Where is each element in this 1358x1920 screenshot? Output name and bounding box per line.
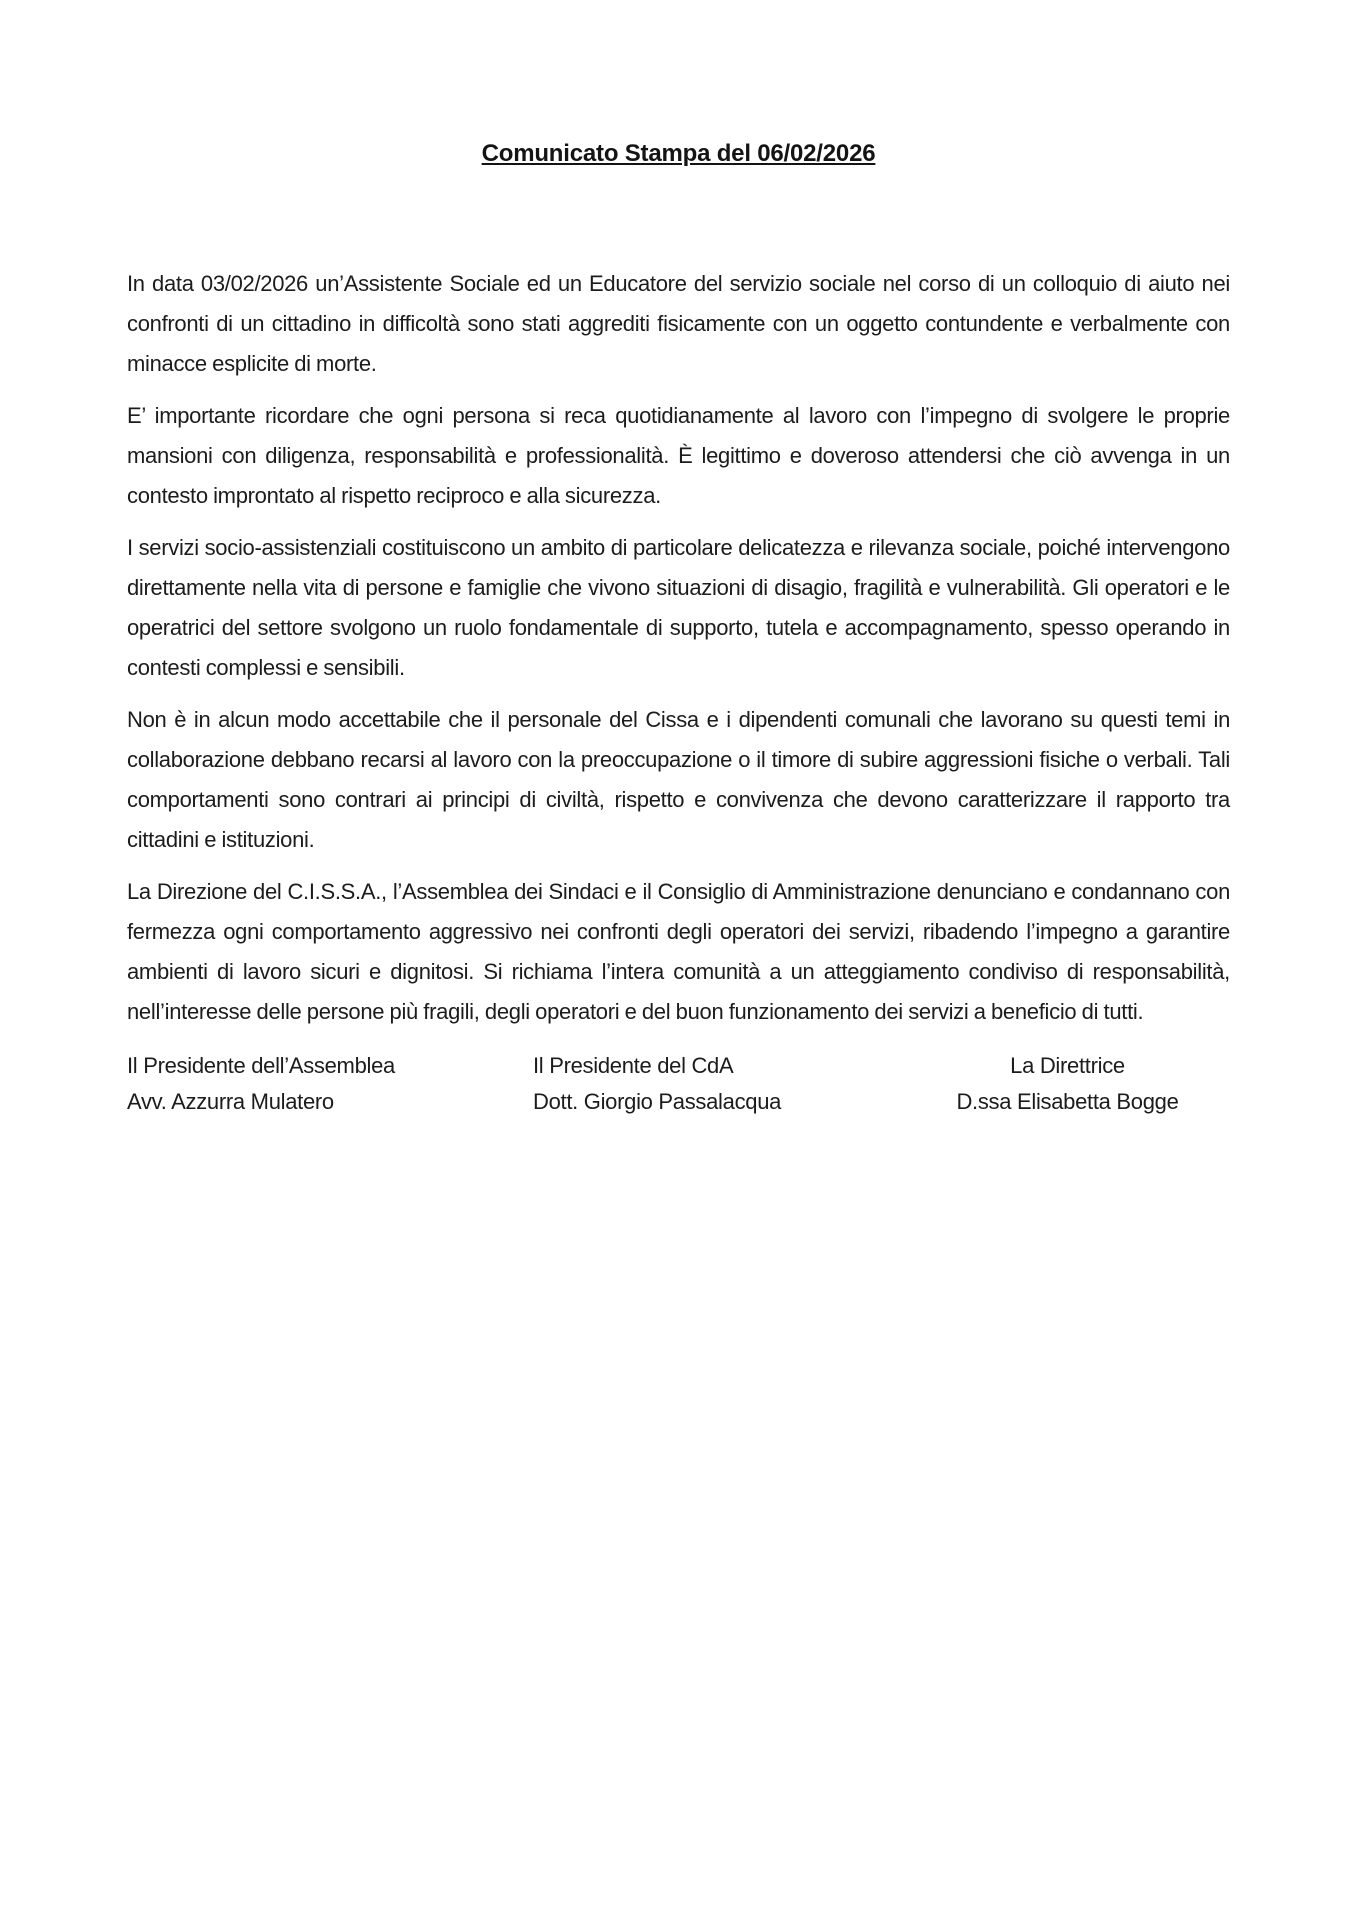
paragraph-social-services: I servizi socio-assistenziali costituiscono un ambito di particolare delicatezza e rilevanza sociale, poiché intervengono direttamente nella vita di persone e famiglie che vivono situazioni di disagio, fragilità e vulnerabilità. Gli operatori e le operatrici del settore svolgono un ruolo fondamentale di supporto, tutela e accompagnamento, spesso operando in contesti complessi e sensibili.: [127, 535, 1230, 680]
paragraph-unacceptable-behavior: Non è in alcun modo accettabile che il personale del Cissa e i dipendenti comunali che lavorano su questi temi in collaborazione debbano recarsi al lavoro con la preoccupazione o il timore di subire aggressioni fisiche o verbali. Tali comportamenti sono contrari ai principi di civiltà, rispetto e convivenza che devono caratterizzare il rapporto tra cittadini e istituzioni.: [127, 707, 1230, 852]
paragraph-incident: In data 03/02/2026 un’Assistente Sociale ed un Educatore del servizio sociale nel corso di un colloquio di aiuto nei confronti di un cittadino in difficoltà sono stati aggrediti fisicamente con un oggetto contundente e verbalmente con minacce esplicite di morte.: [127, 271, 1230, 376]
signature-role: La Direttrice: [1010, 1053, 1125, 1078]
signature-assembly-president: [127, 1048, 533, 1120]
signature-role: Il Presidente dell’Assemblea: [127, 1053, 395, 1078]
document-title: Comunicato Stampa del 06/02/2026: [481, 140, 876, 167]
signature-name: Avv. Azzurra Mulatero: [127, 1089, 334, 1114]
signature-director: [907, 1048, 1228, 1120]
signature-role: Il Presidente del CdA: [533, 1053, 734, 1078]
signature-name: D.ssa Elisabetta Bogge: [956, 1089, 1179, 1114]
paragraph-work-dignity: E’ importante ricordare che ogni persona si reca quotidianamente al lavoro con l’impegno di svolgere le proprie mansioni con diligenza, responsabilità e professionalità. È legittimo e doveroso attendersi che ciò avvenga in un contesto improntato al rispetto reciproco e alla sicurezza.: [127, 403, 1230, 508]
document-body: [127, 264, 1230, 1032]
paragraph-condemnation: La Direzione del C.I.S.S.A., l’Assemblea dei Sindaci e il Consiglio di Amministrazione denunciano e condannano con fermezza ogni comportamento aggressivo nei confronti degli operatori dei servizi, ribadendo l’impegno a garantire ambienti di lavoro sicuri e dignitosi. Si richiama l’intera comunità a un atteggiamento condiviso di responsabilità, nell’interesse delle persone più fragili, degli operatori e del buon funzionamento dei servizi a beneficio di tutti.: [127, 879, 1230, 1024]
signature-name: Dott. Giorgio Passalacqua: [533, 1089, 782, 1114]
signature-board-president: [533, 1048, 907, 1120]
signature-block: [127, 1048, 1230, 1120]
